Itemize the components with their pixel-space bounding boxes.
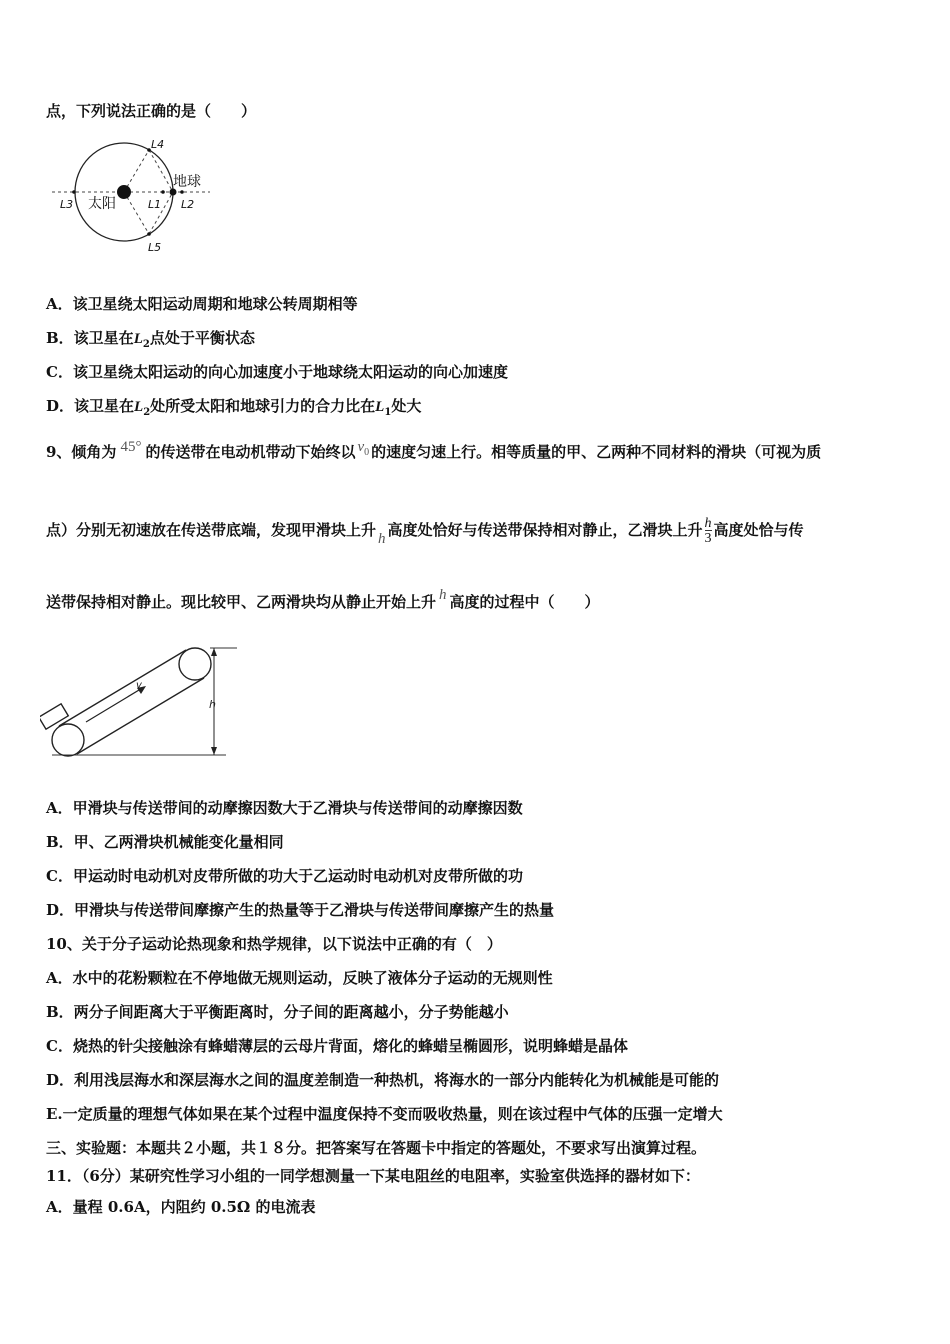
bottom-pulley [52,724,84,756]
earth-label: 地球 [173,174,201,190]
q10-option-d: D．利用浅层海水和深层海水之间的温度差制造一种热机，将海水的一部分内能转化为机械能是可能的 [46,1071,720,1089]
q10-option-c: C．烧热的针尖接触涂有蜂蜡薄层的云母片背面，熔化的蜂蜡呈椭圆形，说明蜂蜡是晶体 [46,1037,628,1055]
l5-label: L5 [148,241,162,254]
height-arrow-bottom [211,747,217,755]
height-arrow-top [211,648,217,656]
q9-option-b: B．甲、乙两滑块机械能变化量相同 [46,833,284,851]
top-pulley [179,648,211,680]
l1-label: L1 [148,198,162,211]
triangle-sun-l4 [124,150,149,192]
q8-option-b: B．该卫星在$L_2$点处于平衡状态 [46,329,255,350]
l4-label: L4 [151,138,165,151]
q9-option-a: A．甲滑块与传送带间的动摩擦因数大于乙滑块与传送带间的动摩擦因数 [46,799,523,817]
q8-option-c: C．该卫星绕太阳运动的向心加速度小于地球绕太阳运动的向心加速度 [46,363,508,381]
l1-dot [161,190,165,194]
q10-option-b: B．两分子间距离大于平衡距离时，分子间的距离越小，分子势能越小 [46,1003,509,1021]
l2-label: L2 [181,198,195,211]
q9-stem-line-3: 送带保持相对静止。现比较甲、乙两滑块均从静止开始上升 h 高度的过程中（ ） [46,587,600,611]
sun-label: 太阳 [88,196,116,212]
q9-option-d: D．甲滑块与传送带间摩擦产生的热量等于乙滑块与传送带间摩擦产生的热量 [46,901,555,919]
slider-block [40,704,68,729]
l3-label: L3 [60,198,74,211]
conveyor-belt-figure [40,640,245,762]
l5-dot [147,232,151,236]
q9-stem-line-1: 9、倾角为 45° 的传送带在电动机带动下始终以 $v_0$ 的速度匀速上行。相等质量的甲、乙两种不同材料的滑块（可视为质 [46,439,822,461]
q8-option-d: D．该卫星在$L_2$处所受太阳和地球引力的合力比在$L_1$处大 [46,397,422,418]
sun-dot [117,185,131,199]
velocity-label: v [136,680,142,691]
q9-option-c: C．甲运动时电动机对皮带所做的功大于乙运动时电动机对皮带所做的功 [46,867,523,885]
q10-option-a: A．水中的花粉颗粒在不停地做无规则运动，反映了液体分子运动的无规则性 [46,969,553,987]
belt-upper [59,650,186,726]
h-over-3-fraction: $\frac{h}{3}$ [704,516,712,546]
q9-stem-line-2: 点）分别无初速放在传送带底端，发现甲滑块上升 h 高度处恰好与传送带保持相对静止，乙滑块上升 $\frac{h}{3}$ 高度处恰与传 [46,516,804,547]
l3-dot [72,190,76,194]
section-3-heading: 三、实验题：本题共２小题，共１８分。把答案写在答题卡中指定的答题处，不要求写出演算过程。 [46,1139,707,1157]
q10-stem: 10、关于分子运动论热现象和热学规律，以下说法中正确的有（ ） [46,935,502,953]
lagrange-points-figure [52,136,217,258]
triangle-sun-l5 [124,192,149,234]
height-label: h [209,698,216,711]
q10-option-e: E.一定质量的理想气体如果在某个过程中温度保持不变而吸收热量，则在该过程中气体的压强一定增大 [46,1105,723,1123]
q8-option-a: A．该卫星绕太阳运动周期和地球公转周期相等 [46,295,358,313]
triangle-l4-earth [149,150,173,192]
q11-stem: 11．（6分）某研究性学习小组的一同学想测量一下某电阻丝的电阻率，实验室供选择的器材如下： [46,1167,700,1185]
q11-option-a: A．量程 0.6A，内阻约 0.5Ω 的电流表 [46,1198,316,1216]
l2-dot [180,190,184,194]
question-8-stem-tail: 点，下列说法正确的是（ ） [46,102,257,120]
